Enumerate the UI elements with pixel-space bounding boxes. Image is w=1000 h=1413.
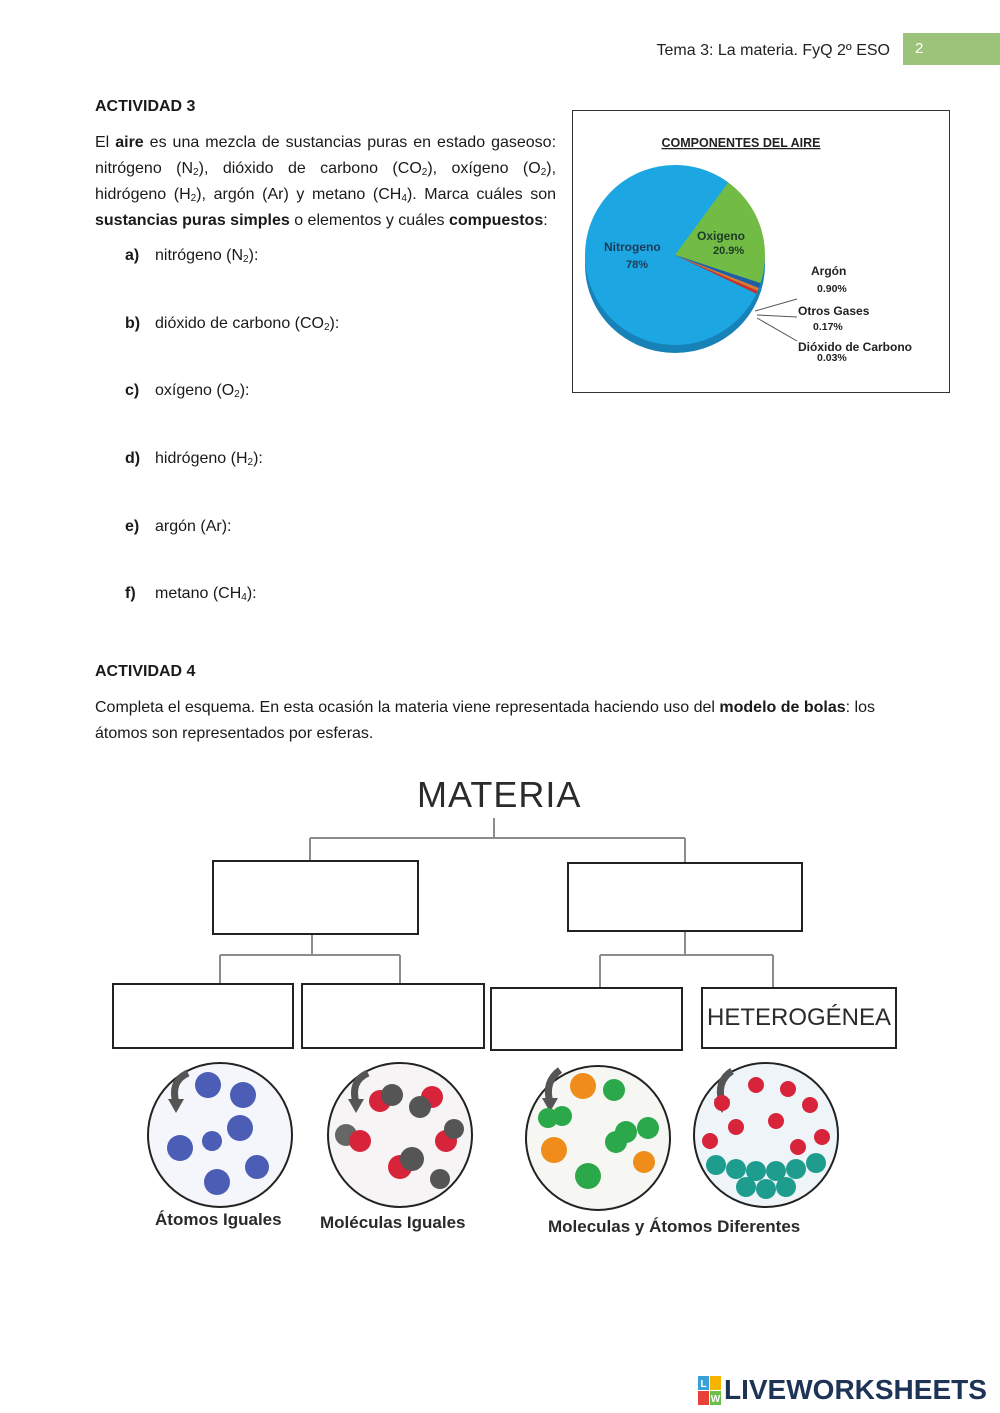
caption-atomos-iguales: Átomos Iguales (155, 1210, 282, 1229)
answer-box-level1-right[interactable] (567, 862, 803, 932)
item-a: a) nitrógeno $(N_2)$: (125, 247, 259, 265)
label-nitrogeno: Nitrogeno (604, 240, 661, 254)
answer-box-level2-2[interactable] (301, 983, 485, 1049)
activity3-paragraph: El aire es una mezcla de sustancias puras en estado gaseoso: nitrógeno $(N_2)$, dióxido de carbono $(CO_2)$, oxígeno $(O_2)$, hidrógeno $(H_2)$, argón (Ar) y metano $(CH_4)$. Marca cuáles son sustancias puras simples o elementos y cuáles compuestos: (95, 134, 557, 229)
chart-title: COMPONENTES DEL AIRE (661, 136, 821, 150)
svg-text:W: W (710, 1394, 721, 1405)
liveworksheets-logo-icon (698, 1376, 722, 1411)
circle-moleculas-iguales (320, 1055, 480, 1215)
answer-box-level1-left[interactable] (212, 860, 419, 935)
activity4-title: ACTIVIDAD 4 (95, 663, 196, 680)
diagram-root-materia: MATERIA (417, 774, 582, 815)
circle-atomos-iguales (140, 1055, 300, 1215)
box-heterogenea: HETEROGÉNEA (701, 987, 897, 1049)
label-co2: Dióxido de Carbono (798, 340, 912, 354)
activity3-title: ACTIVIDAD 3 (95, 98, 196, 115)
value-argon: 0.90% (817, 283, 847, 295)
answer-box-level2-1[interactable] (112, 983, 294, 1049)
answer-box-level2-3[interactable] (490, 987, 683, 1051)
circle-mezcla-homogenea (518, 1058, 678, 1218)
item-f: f) metano $(CH_4)$: (125, 585, 257, 603)
liveworksheets-logo-text: LIVEWORKSHEETS (724, 1374, 987, 1405)
label-otros: Otros Gases (798, 304, 870, 318)
item-d: d) hidrógeno $(H_2)$: (125, 450, 263, 468)
value-oxigeno: 20.9% (713, 245, 745, 257)
label-oxigeno: Oxigeno (697, 229, 746, 243)
activity4-paragraph: Completa el esquema. En esta ocasión la materia viene representada haciendo uso del modelo de bolas: los átomos son representados por esferas. (95, 699, 875, 742)
item-c: c) oxígeno $(O_2)$: (125, 382, 250, 400)
svg-text:L: L (700, 1379, 707, 1390)
item-b: b) dióxido de carbono $(CO_2)$: (125, 315, 340, 333)
caption-moleculas-iguales: Moléculas Iguales (320, 1213, 466, 1232)
value-nitrogeno: 78% (626, 259, 649, 271)
page-header-title: Tema 3: La materia. FyQ 2º ESO (656, 42, 890, 59)
item-e: e) argón (Ar): (125, 518, 232, 535)
value-co2: 0.03% (817, 352, 847, 364)
caption-mezcla: Moleculas y Átomos Diferentes (548, 1217, 801, 1236)
page-number-badge: 2 (903, 33, 1000, 65)
label-argon: Argón (811, 264, 847, 278)
circle-mezcla-heterogenea (686, 1055, 846, 1215)
value-otros: 0.17% (813, 321, 843, 333)
